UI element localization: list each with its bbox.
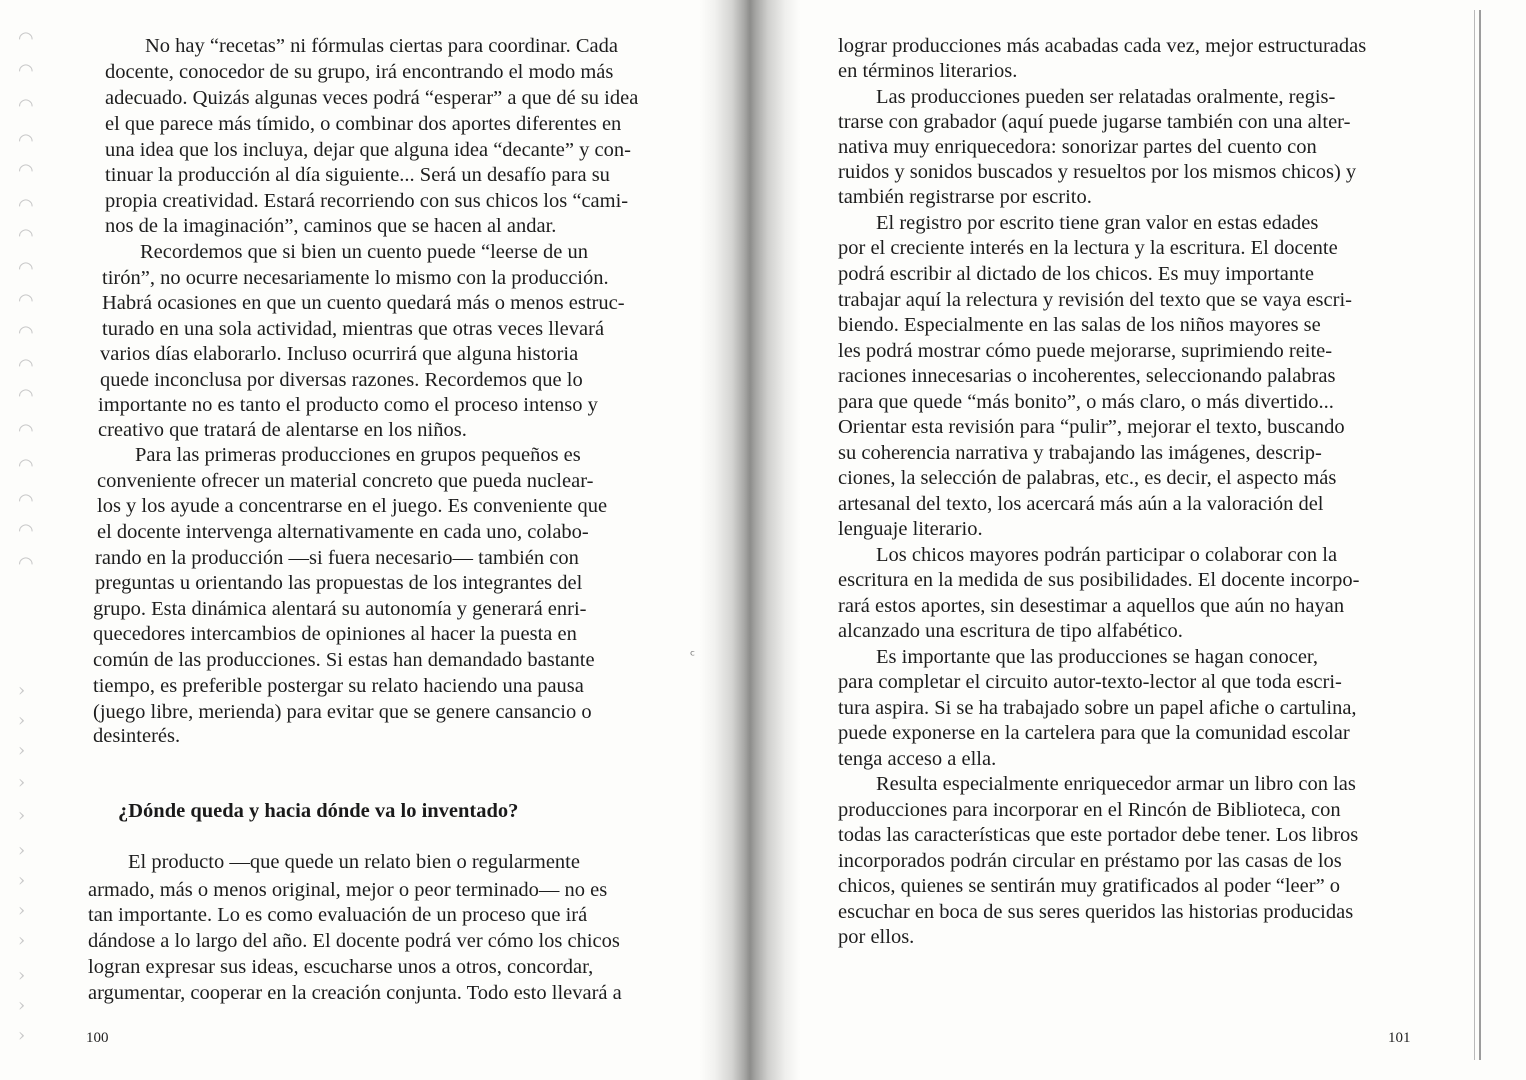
text-line: quecedores intercambios de opiniones al hacer la puesta en (93, 623, 577, 645)
text-line: podrá escribir al dictado de los chicos. Es muy importante (838, 263, 1314, 285)
text-line: tirón”, no ocurre necesariamente lo mismo con la producción. (102, 267, 609, 289)
text-line: (juego libre, merienda) para evitar que se genere cansancio o (93, 701, 592, 723)
text-line: grupo. Esta dinámica alentará su autonomía y generará enri- (93, 598, 587, 620)
text-line: Recordemos que si bien un cuento puede “leerse de un (140, 241, 588, 263)
page-number: 100 (86, 1030, 109, 1046)
text-line: El registro por escrito tiene gran valor en estas edades (876, 212, 1319, 234)
text-line: Los chicos mayores podrán participar o colaborar con la (876, 544, 1338, 566)
text-line: en términos literarios. (838, 60, 1018, 82)
text-line: lenguaje literario. (838, 518, 983, 540)
text-line: artesanal del texto, los acercará más aún a la valoración del (838, 493, 1324, 515)
text-line: raciones innecesarias o incoherentes, seleccionando palabras (838, 365, 1336, 387)
text-line: una idea que los incluya, dejar que alguna idea “decante” y con- (105, 139, 631, 161)
text-line: tenga acceso a ella. (838, 748, 997, 770)
text-line: alcanzado una escritura de tipo alfabético. (838, 620, 1183, 642)
text-line: varios días elaborarlo. Incluso ocurrirá que alguna historia (100, 343, 579, 365)
text-line: Para las primeras producciones en grupos pequeños es (135, 444, 581, 466)
text-line: trabajar aquí la relectura y revisión del texto que se vaya escri- (838, 289, 1352, 311)
text-line: docente, conocedor de su grupo, irá encontrando el modo más (105, 61, 614, 83)
text-line: los y los ayude a concentrarse en el juego. Es conveniente que (97, 495, 608, 517)
text-line: El producto —que quede un relato bien o regularmente (128, 851, 580, 873)
text-line: nativa muy enriquecedora: sonorizar partes del cuento con (838, 136, 1317, 158)
bleed-through-marks: ◠ ◠ ◠ ◠ ◠ ◠ ◠ ◠ ◠ ◠ ◠ ◠ ◠ ◠ ◠ ◠ ◠ › › › › › › › › › › › › (18, 28, 34, 1046)
text-line: incorporados podrán circular en préstamo por las casas de los (838, 850, 1342, 872)
text-line: turado en una sola actividad, mientras que otras veces llevará (102, 318, 605, 340)
text-line: escuchar en boca de sus seres queridos las historias producidas (838, 901, 1354, 923)
text-line: quede inconclusa por diversas razones. Recordemos que lo (100, 369, 583, 391)
text-line: rando en la producción —si fuera necesario— también con (95, 547, 579, 569)
text-line: tinuar la producción al día siguiente... Será un desafío para su (105, 164, 610, 186)
text-line: nos de la imaginación”, caminos que se hacen al andar. (105, 215, 557, 237)
text-line: el docente intervenga alternativamente en cada uno, colabo- (97, 521, 589, 543)
text-line: Es importante que las producciones se hagan conocer, (876, 646, 1319, 668)
text-line: No hay “recetas” ni fórmulas ciertas para coordinar. Cada (145, 35, 618, 57)
text-line: ruidos y sonidos buscados y resueltos por los mismos chicos) y (838, 161, 1357, 183)
text-line: preguntas u orientando las propuestas de los integrantes del (95, 572, 583, 594)
text-line: también registrarse por escrito. (838, 186, 1092, 208)
text-line: para completar el circuito autor-texto-lector al que toda escri- (838, 671, 1342, 693)
text-line: producciones para incorporar en el Rincón de Biblioteca, con (838, 799, 1341, 821)
text-line: logran expresar sus ideas, escucharse unos a otros, concordar, (88, 956, 594, 978)
text-line: creativo que tratará de alentarse en los niños. (98, 419, 467, 441)
text-line: el que parece más tímido, o combinar dos aportes diferentes en (105, 113, 622, 135)
text-line: trarse con grabador (aquí puede jugarse también con una alter- (838, 111, 1351, 133)
text-line: argumentar, cooperar en la creación conjunta. Todo esto llevará a (88, 982, 622, 1004)
text-line: tiempo, es preferible postergar su relato haciendo una pausa (93, 675, 584, 697)
text-line: les podrá mostrar cómo puede mejorarse, suprimiendo reite- (838, 340, 1333, 362)
text-line: escritura en la medida de sus posibilidades. El docente incorpo- (838, 569, 1360, 591)
text-line: tan importante. Lo es como evaluación de un proceso que irá (88, 904, 588, 926)
text-line: dándose a lo largo del año. El docente podrá ver cómo los chicos (88, 930, 620, 952)
text-line: conveniente ofrecer un material concreto que pueda nuclear- (97, 470, 594, 492)
text-line: armado, más o menos original, mejor o peor terminado— no es (88, 879, 608, 901)
text-line: para que quede “más bonito”, o más claro, o más divertido... (838, 391, 1334, 413)
text-line: rará estos aportes, sin desestimar a aquellos que aún no hayan (838, 595, 1345, 617)
page-edge (1474, 10, 1481, 1060)
text-line: Orientar esta revisión para “pulir”, mejorar el texto, buscando (838, 416, 1345, 438)
text-line: propia creatividad. Estará recorriendo con sus chicos los “cami- (105, 190, 629, 212)
text-line: chicos, quienes se sentirán muy gratificados al poder “leer” o (838, 875, 1341, 897)
text-line: común de las producciones. Si estas han demandado bastante (93, 649, 595, 671)
text-line: tura aspira. Si se ha trabajado sobre un papel afiche o cartulina, (838, 697, 1357, 719)
text-line: su coherencia narrativa y trabajando las imágenes, descrip- (838, 442, 1322, 464)
stray-mark: ᶜ (690, 648, 696, 664)
text-line: importante no es tanto el producto como el proceso intenso y (98, 394, 598, 416)
section-heading: ¿Dónde queda y hacia dónde va lo inventado? (118, 800, 519, 822)
text-line: ciones, la selección de palabras, etc., es decir, el aspecto más (838, 467, 1337, 489)
text-line: Las producciones pueden ser relatadas oralmente, regis- (876, 86, 1336, 108)
book-gutter (700, 0, 800, 1080)
text-line: por el creciente interés en la lectura y la escritura. El docente (838, 237, 1338, 259)
text-line: Habrá ocasiones en que un cuento quedará más o menos estruc- (102, 292, 625, 314)
text-line: adecuado. Quizás algunas veces podrá “esperar” a que dé su idea (105, 87, 639, 109)
text-line: desinterés. (93, 725, 181, 747)
text-line: lograr producciones más acabadas cada vez, mejor estructuradas (838, 35, 1367, 57)
page-number: 101 (1388, 1030, 1411, 1046)
text-line: Resulta especialmente enriquecedor armar un libro con las (876, 773, 1356, 795)
text-line: por ellos. (838, 926, 915, 948)
text-line: puede exponerse en la cartelera para que la comunidad escolar (838, 722, 1350, 744)
text-line: biendo. Especialmente en las salas de los niños mayores se (838, 314, 1321, 336)
text-line: todas las características que este portador debe tener. Los libros (838, 824, 1359, 846)
